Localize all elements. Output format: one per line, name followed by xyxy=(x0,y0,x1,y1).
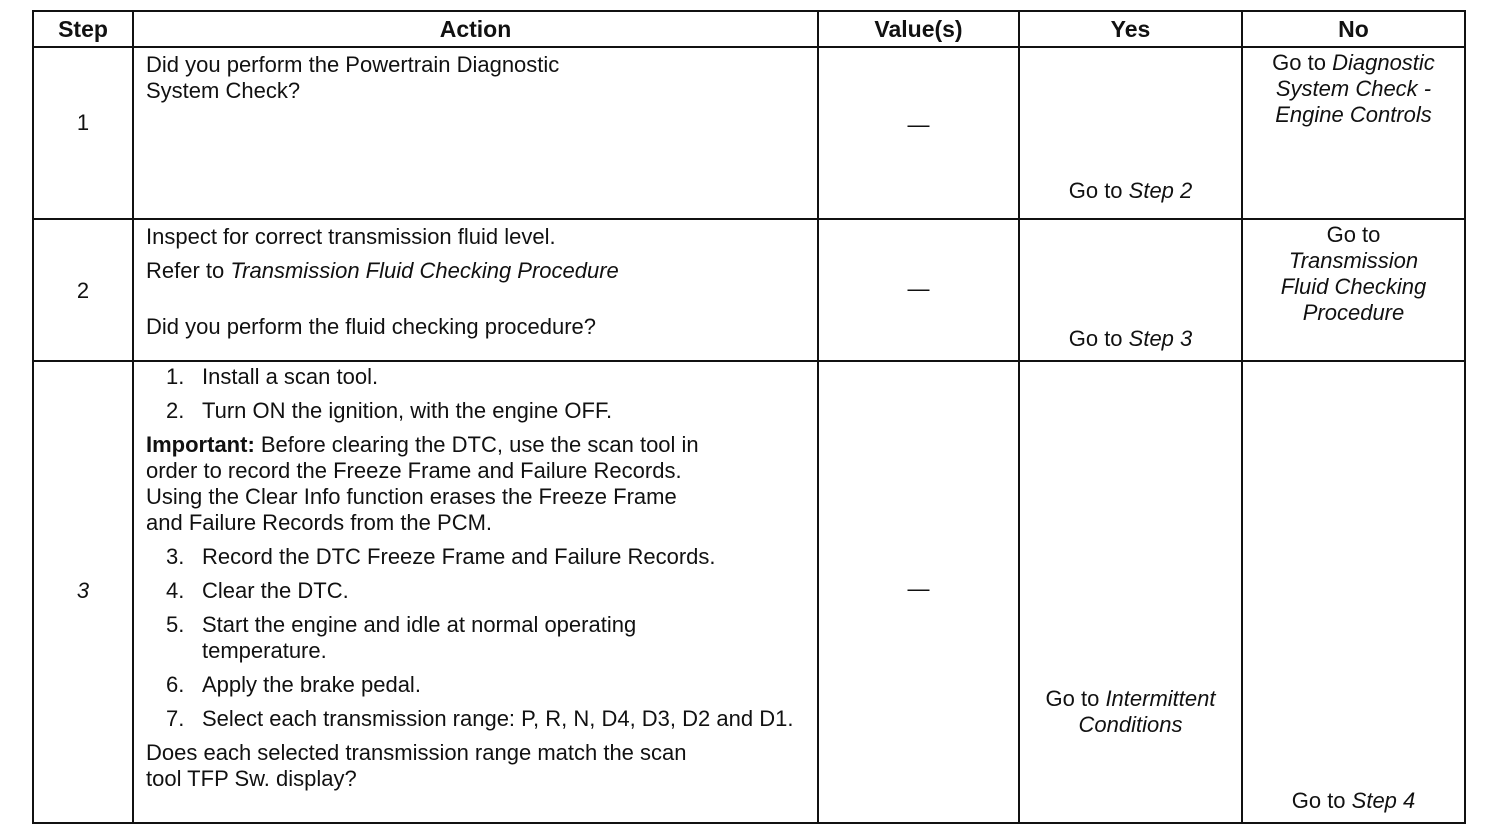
table-row xyxy=(33,47,1465,219)
yes-text xyxy=(1020,686,1241,738)
list-item-text: Turn ON the ignition, with the engine OFF. xyxy=(202,398,613,423)
header-yes: Yes xyxy=(1019,11,1242,47)
yes-link: Step 2 xyxy=(1128,178,1193,203)
value-cell xyxy=(818,47,1019,219)
question-text: tool TFP Sw. display? xyxy=(146,766,357,791)
list-item-number: 7. xyxy=(166,706,185,731)
list-item-text: Clear the DTC. xyxy=(202,578,349,603)
question-text: Does each selected transmission range match the scan xyxy=(146,740,687,765)
action-text: Did you perform the Powertrain Diagnostic xyxy=(146,52,560,77)
no-link: Fluid Checking xyxy=(1280,274,1427,299)
no-prefix: Go to xyxy=(1272,50,1333,75)
important-text: and Failure Records from the PCM. xyxy=(146,510,493,535)
step-number: 2 xyxy=(76,278,90,303)
action-prefix: Refer to xyxy=(146,258,231,283)
action-link: Transmission Fluid Checking Procedure xyxy=(230,258,619,283)
no-link: Diagnostic xyxy=(1332,50,1435,75)
table-row xyxy=(33,361,1465,823)
list-item-text: Select each transmission range: P, R, N, D4, D3, D2 and D1. xyxy=(202,706,794,731)
step-number: 1 xyxy=(76,110,90,135)
list-item xyxy=(146,706,805,732)
header-no: No xyxy=(1242,11,1465,47)
yes-prefix: Go to xyxy=(1045,686,1106,711)
no-cell xyxy=(1242,361,1465,823)
action-text: Inspect for correct transmission fluid level. xyxy=(146,224,556,249)
list-item-number: 4. xyxy=(166,578,185,603)
list-item-number: 3. xyxy=(166,544,185,569)
yes-link: Conditions xyxy=(1078,712,1183,737)
header-step: Step xyxy=(33,11,133,47)
no-prefix: Go to xyxy=(1291,788,1352,813)
yes-link: Step 3 xyxy=(1128,326,1193,351)
no-link: Step 4 xyxy=(1351,788,1416,813)
yes-link: Intermittent xyxy=(1105,686,1216,711)
list-item xyxy=(146,544,805,570)
yes-cell xyxy=(1019,47,1242,219)
action-cell xyxy=(133,47,818,219)
header-row xyxy=(33,11,1465,47)
value-cell xyxy=(818,219,1019,361)
list-item-text: Apply the brake pedal. xyxy=(202,672,421,697)
important-text: order to record the Freeze Frame and Failure Records. xyxy=(146,458,682,483)
step-cell xyxy=(33,47,133,219)
diagnostic-table xyxy=(32,10,1466,824)
value-text: — xyxy=(907,112,930,137)
yes-prefix: Go to xyxy=(1068,178,1129,203)
no-link: Engine Controls xyxy=(1275,102,1432,127)
no-text xyxy=(1243,48,1464,216)
important-text: Using the Clear Info function erases the Freeze Frame xyxy=(146,484,677,509)
no-link: Procedure xyxy=(1302,300,1405,325)
list-item-number: 6. xyxy=(166,672,185,697)
important-label: Important: xyxy=(146,432,255,457)
no-text xyxy=(1243,788,1464,814)
list-item xyxy=(146,398,805,424)
yes-prefix: Go to xyxy=(1068,326,1129,351)
no-cell xyxy=(1242,47,1465,219)
table-row xyxy=(33,219,1465,361)
list-item-text: Record the DTC Freeze Frame and Failure Records. xyxy=(202,544,716,569)
header-action: Action xyxy=(133,11,818,47)
header-values: Value(s) xyxy=(818,11,1019,47)
action-steps-list xyxy=(146,364,805,424)
action-cell xyxy=(133,361,818,823)
list-item-text: Start the engine and idle at normal operating temperature. xyxy=(202,612,637,663)
list-item-number: 2. xyxy=(166,398,185,423)
list-item-number: 5. xyxy=(166,612,185,637)
step-cell xyxy=(33,219,133,361)
list-item xyxy=(146,364,805,390)
no-link: Transmission xyxy=(1288,248,1419,273)
no-text xyxy=(1243,220,1464,358)
action-text: System Check? xyxy=(146,78,301,103)
action-question xyxy=(146,740,805,792)
value-text: — xyxy=(907,576,930,601)
list-item xyxy=(146,578,805,604)
no-prefix: Go to xyxy=(1326,222,1381,247)
value-cell xyxy=(818,361,1019,823)
action-text: Did you perform the fluid checking procedure? xyxy=(146,314,597,339)
value-text: — xyxy=(907,276,930,301)
yes-text xyxy=(1020,326,1241,352)
important-text: Before clearing the DTC, use the scan tool in xyxy=(254,432,699,457)
yes-cell xyxy=(1019,361,1242,823)
action-steps-list xyxy=(146,544,805,732)
step-number: 3 xyxy=(76,578,90,603)
yes-cell xyxy=(1019,219,1242,361)
list-item xyxy=(146,612,805,664)
list-item-text: Install a scan tool. xyxy=(202,364,379,389)
action-cell xyxy=(133,219,818,361)
no-cell xyxy=(1242,219,1465,361)
yes-text xyxy=(1020,178,1241,204)
list-item-number: 1. xyxy=(166,364,185,389)
list-item xyxy=(146,672,805,698)
important-note xyxy=(146,432,805,536)
no-link: System Check - xyxy=(1275,76,1432,101)
step-cell xyxy=(33,361,133,823)
action-text xyxy=(146,258,805,284)
